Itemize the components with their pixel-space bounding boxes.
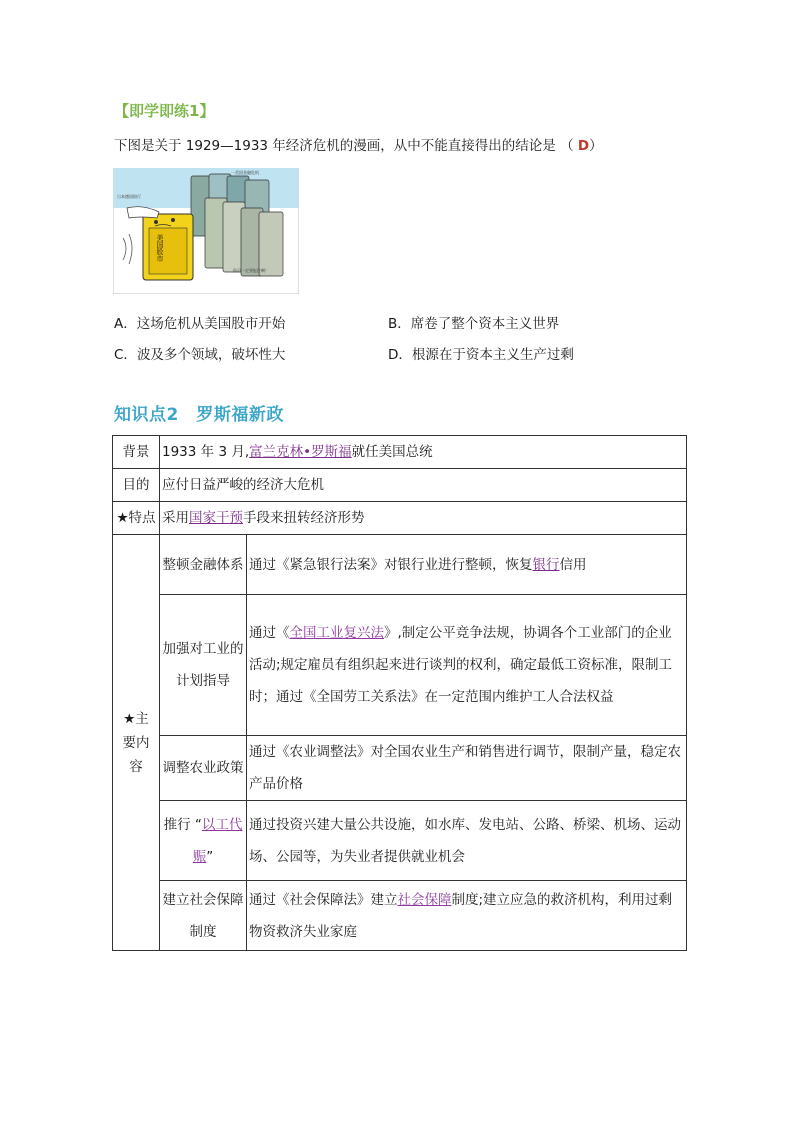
content-text: 通过《农业调整法》对全国农业生产和销售进行调节，限制产量，稳定农产品价格 [247, 736, 687, 801]
row-content: 采用国家干预手段来扭转经济形势 [160, 502, 687, 535]
table-row-finance [113, 535, 687, 595]
content-sub-label: 整顿金融体系 [160, 535, 247, 595]
cartoon-label-top: 一美国金融危机 [231, 170, 259, 175]
content-text: 通过《社会保障法》建立社会保障制度;建立应急的救济机构，利用过剩物资救济失业家庭 [247, 881, 687, 951]
row-label: 目的 [113, 469, 160, 502]
crisis-cartoon-image [113, 168, 299, 294]
content-sub-label: 推行 “以工代赈” [160, 801, 247, 881]
option-letter: B． [388, 316, 411, 332]
section-title: 知识点2 罗斯福新政 [114, 405, 284, 425]
option-a [114, 312, 285, 332]
cartoon-label-main: 美国股市 [156, 234, 164, 262]
answer-letter: D [577, 138, 590, 154]
social-security-link[interactable]: 社会保障 [397, 891, 452, 908]
option-letter: C． [114, 347, 137, 363]
content-sub-label: 调整农业政策 [160, 736, 247, 801]
table-row-agriculture [113, 736, 687, 801]
content-sub-label: 建立社会保障制度 [160, 881, 247, 951]
option-text: 波及多个领域，破坏性大 [136, 347, 286, 363]
work-relief-link[interactable]: 以工代赈 [192, 816, 243, 865]
option-letter: D． [388, 347, 412, 363]
industry-act-link[interactable]: 全国工业复兴法 [289, 625, 384, 641]
cartoon-label-left: 日本德国银行 [117, 194, 141, 199]
content-sub-label: 加强对工业的计划指导 [160, 595, 247, 736]
option-b [388, 312, 559, 332]
option-text: 根源在于资本主义生产过剩 [411, 347, 574, 363]
option-c [114, 343, 285, 363]
table-row-industry [113, 595, 687, 736]
row-content: 应付日益严峻的经济大危机 [160, 469, 687, 502]
content-text: 通过《紧急银行法案》对银行业进行整顿，恢复银行信用 [247, 535, 687, 595]
practice-title: 【即学即练1】 [114, 102, 215, 120]
cartoon-label-bottom: 你可一定要挺住啊！ [233, 268, 269, 273]
question-text [114, 134, 603, 154]
table-row-feature [113, 502, 687, 535]
content-text: 通过投资兴建大量公共设施，如水库、发电站、公路、桥梁、机场、运动场、公园等，为失业者提供就业机会 [247, 801, 687, 881]
roosevelt-link[interactable]: 富兰克林•罗斯福 [249, 444, 352, 460]
state-intervention-link[interactable]: 国家干预 [189, 510, 243, 526]
question-suffix: ） [589, 138, 603, 154]
bank-link[interactable]: 银行 [532, 556, 560, 573]
row-content: 1933 年 3 月,富兰克林•罗斯福就任美国总统 [160, 436, 687, 469]
table-row-work-relief [113, 801, 687, 881]
row-label: 背景 [113, 436, 160, 469]
row-label: ★特点 [113, 502, 160, 535]
option-text: 这场危机从美国股市开始 [136, 316, 286, 332]
table-row-purpose [113, 469, 687, 502]
option-letter: A． [114, 316, 137, 332]
stock-market-domino [143, 214, 193, 280]
new-deal-table [112, 435, 687, 951]
option-text: 席卷了整个资本主义世界 [410, 316, 560, 332]
content-text: 通过《全国工业复兴法》,制定公平竞争法规，协调各个工业部门的企业活动;规定雇员有组织起来进行谈判的权利，确定最低工资标准，限制工时；通过《全国劳工关系法》在一定范围内维护工人合法权益 [247, 595, 687, 736]
question-prefix: 下图是关于 1929—1933 年经济危机的漫画，从中不能直接得出的结论是 （ [114, 138, 574, 154]
domino-stack [191, 174, 283, 276]
option-d [388, 343, 574, 363]
table-row-social-security [113, 881, 687, 951]
main-content-label: ★主要内容 [113, 535, 160, 951]
table-row-background [113, 436, 687, 469]
